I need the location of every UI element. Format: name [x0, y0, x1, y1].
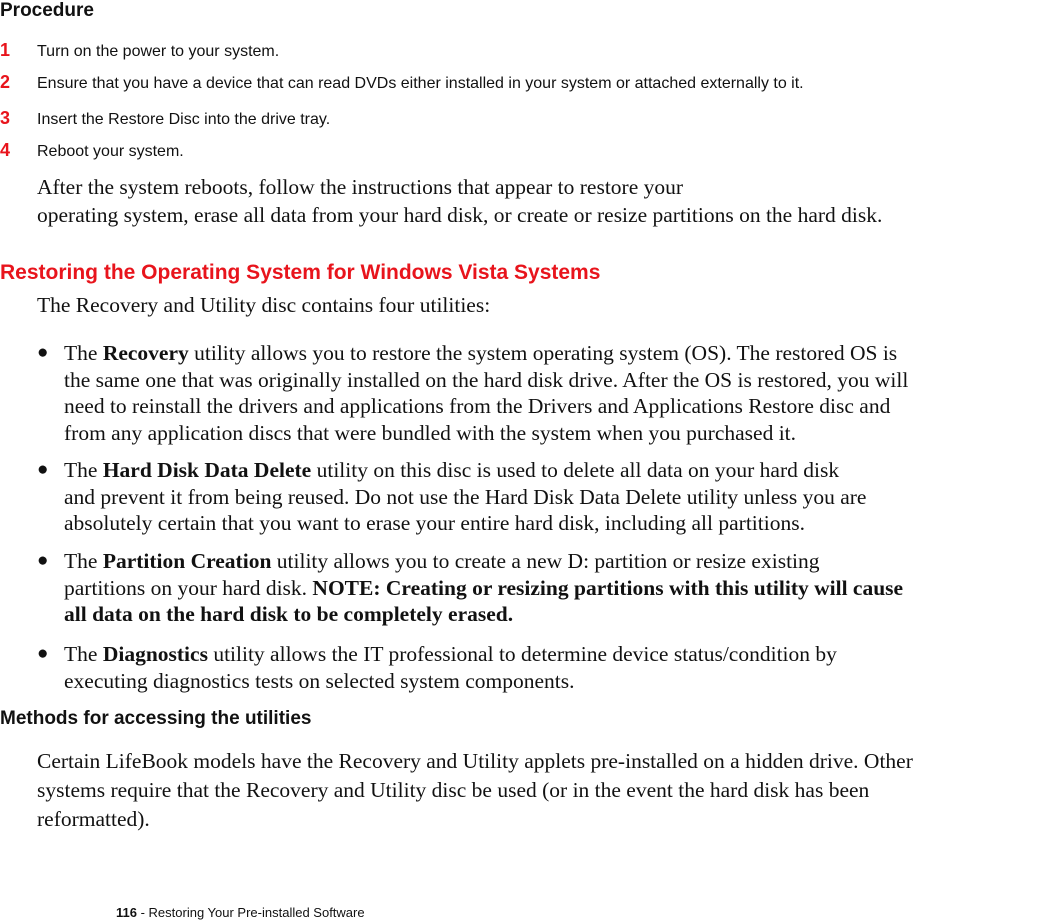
- step-number: 2: [0, 72, 11, 92]
- bullet-icon: ●: [37, 643, 49, 664]
- bullet-line: [64, 548, 1039, 575]
- utility-bullet-partition-creation: [37, 548, 1039, 628]
- bullet-line-text: utility allows the IT professional to determine device status/condition by: [207, 642, 837, 666]
- step-number: 1: [0, 40, 11, 60]
- utility-bullet-hard-disk-data-delete: [37, 457, 1039, 537]
- utility-name: Recovery: [102, 341, 189, 365]
- step-number: 4: [0, 140, 11, 160]
- page-number: 116: [116, 905, 137, 920]
- bullet-prefix: The: [64, 549, 103, 573]
- bullet-text: [64, 641, 1039, 694]
- bullet-icon: ●: [37, 342, 49, 363]
- utility-bullet-diagnostics: [37, 641, 1039, 695]
- methods-line: systems require that the Recovery and Utility disc be used (or in the event the hard disk has been: [37, 778, 870, 802]
- procedure-step: [0, 40, 279, 62]
- footer-title: - Restoring Your Pre-installed Software: [136, 905, 365, 920]
- bullet-text: [64, 340, 1039, 446]
- after-reboot-line: operating system, erase all data from your hard disk, or create or resize partitions on the hard disk.: [37, 203, 883, 227]
- bullet-line: [64, 457, 1039, 484]
- methods-heading: Methods for accessing the utilities: [0, 708, 312, 729]
- bullet-prefix: The: [64, 341, 103, 365]
- utility-bullet-recovery: [37, 340, 1039, 446]
- utility-name: Partition Creation: [102, 549, 272, 573]
- bullet-line: [64, 575, 1039, 602]
- procedure-heading: Procedure: [0, 0, 94, 21]
- utility-name: Hard Disk Data Delete: [102, 458, 312, 482]
- step-text: Ensure that you have a device that can read DVDs either installed in your system or attached externally to it.: [37, 75, 804, 92]
- bullet-text: [64, 548, 1039, 628]
- procedure-step: [0, 72, 804, 94]
- warning-note: all data on the hard disk to be completely erased.: [64, 602, 514, 626]
- procedure-step: [0, 108, 330, 130]
- bullet-line: from any application discs that were bundled with the system when you purchased it.: [64, 420, 797, 445]
- after-reboot-line: After the system reboots, follow the instructions that appear to restore your: [37, 175, 684, 199]
- bullet-line: [64, 340, 1039, 367]
- procedure-step: [0, 140, 184, 162]
- page-footer: [116, 905, 365, 921]
- vista-intro: The Recovery and Utility disc contains four utilities:: [37, 293, 491, 317]
- step-text: Insert the Restore Disc into the drive tray.: [37, 111, 331, 128]
- bullet-line-text: partitions on your hard disk.: [64, 575, 313, 600]
- vista-section-heading: Restoring the Operating System for Windows Vista Systems: [0, 261, 601, 284]
- utility-name: Diagnostics: [102, 642, 208, 666]
- bullet-line: the same one that was originally installed on the hard disk drive. After the OS is restored, you will: [64, 367, 909, 392]
- bullet-line-text: utility on this disc is used to delete all data on your hard disk: [311, 458, 840, 482]
- step-text: Turn on the power to your system.: [37, 43, 280, 60]
- bullet-line-text: utility allows you to restore the system operating system (OS). The restored OS is: [188, 341, 898, 365]
- methods-line: reformatted).: [37, 807, 150, 831]
- bullet-line: and prevent it from being reused. Do not use the Hard Disk Data Delete utility unless you are: [64, 484, 867, 509]
- bullet-line: [64, 641, 1039, 668]
- bullet-line: [64, 601, 1039, 628]
- bullet-line: absolutely certain that you want to erase your entire hard disk, including all partitions.: [64, 511, 805, 535]
- bullet-text: [64, 457, 1039, 537]
- bullet-icon: ●: [37, 550, 49, 571]
- bullet-line: need to reinstall the drivers and applications from the Drivers and Applications Restore disc and: [64, 394, 891, 418]
- bullet-line: executing diagnostics tests on selected system components.: [64, 668, 575, 693]
- step-text: Reboot your system.: [37, 143, 184, 160]
- bullet-prefix: The: [64, 642, 103, 666]
- bullet-line-text: utility allows you to create a new D: partition or resize existing: [271, 549, 820, 573]
- warning-note: NOTE: Creating or resizing partitions with this utility will cause: [312, 575, 904, 600]
- bullet-icon: ●: [37, 459, 49, 480]
- methods-line: Certain LifeBook models have the Recovery and Utility applets pre-installed on a hidden drive. Other: [37, 749, 913, 773]
- methods-paragraph: [37, 747, 913, 834]
- bullet-prefix: The: [64, 458, 103, 482]
- step-number: 3: [0, 108, 11, 128]
